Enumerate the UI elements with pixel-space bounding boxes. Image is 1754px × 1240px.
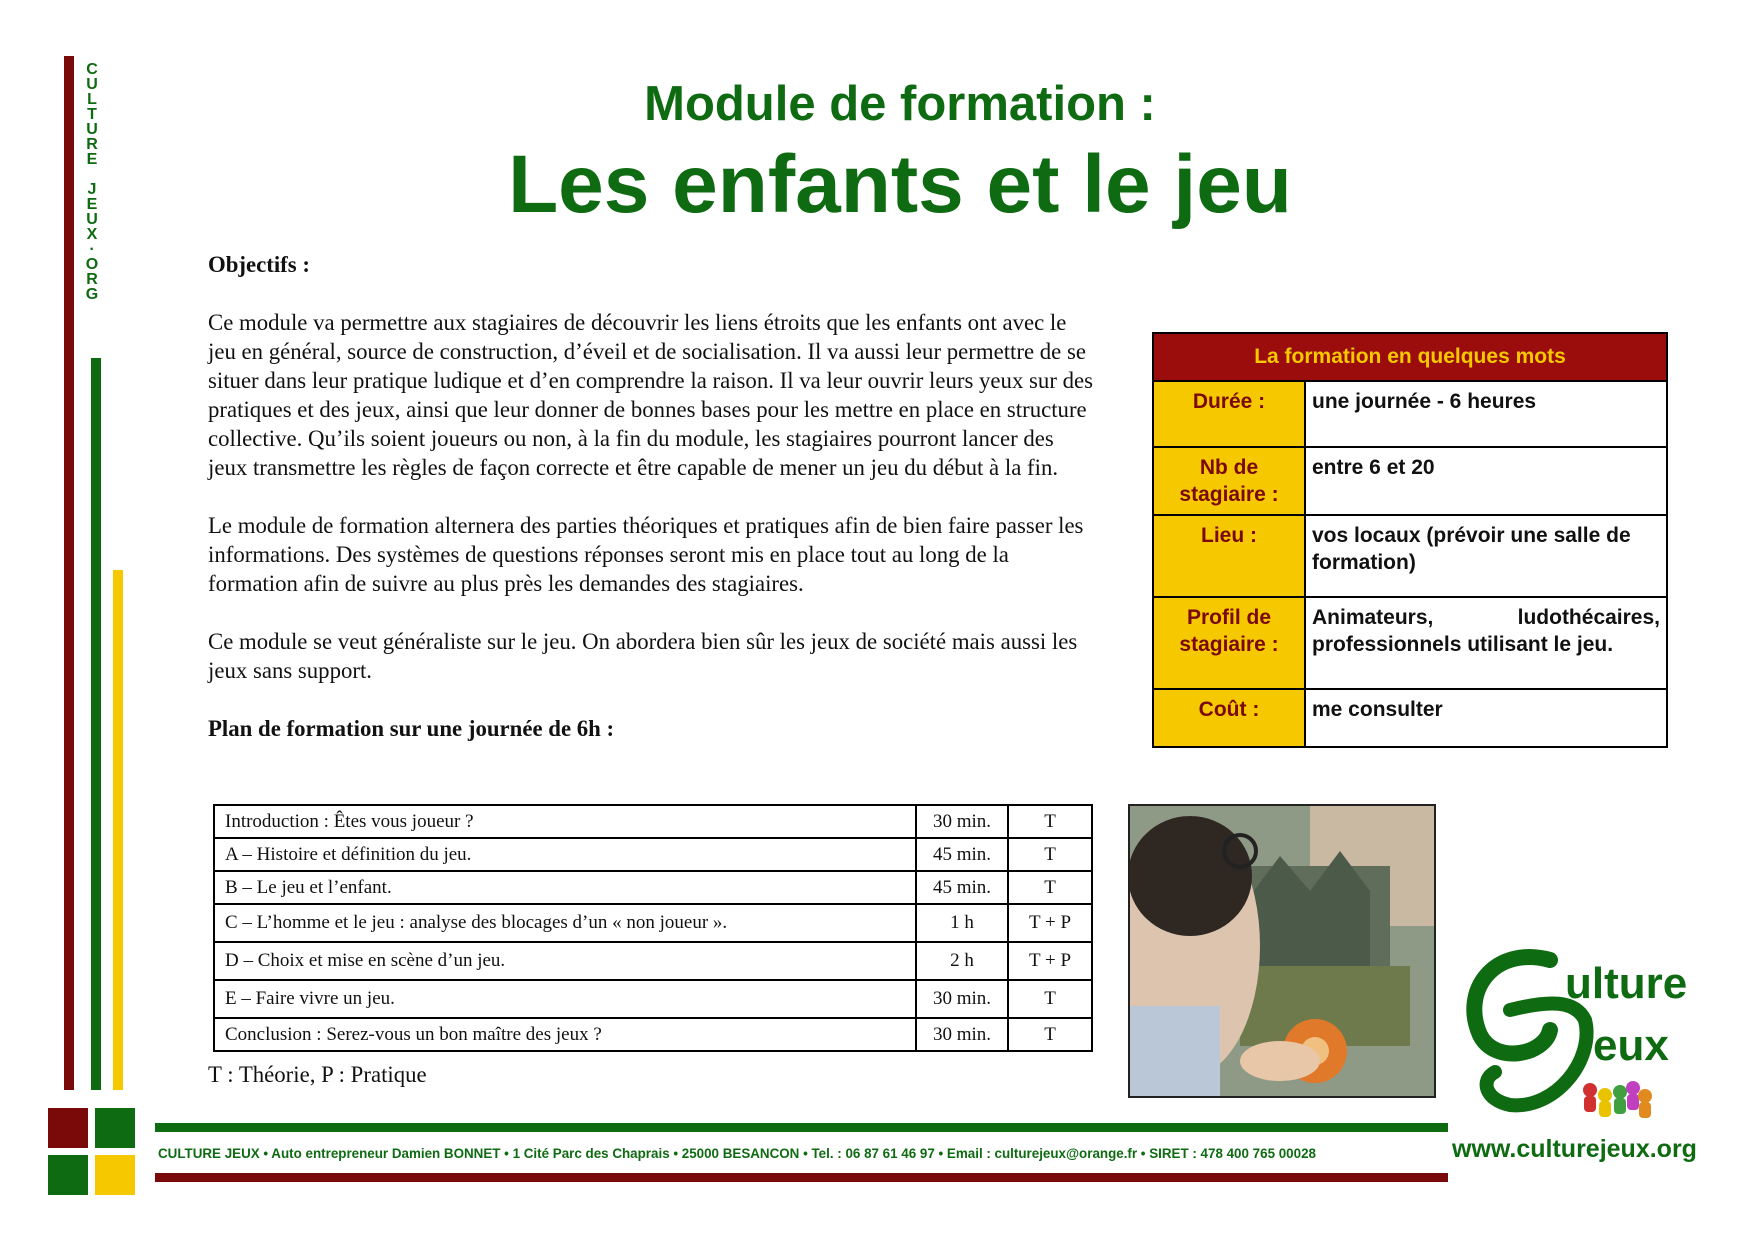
plan-table xyxy=(213,804,1093,1052)
summary-value: me consulter xyxy=(1305,689,1667,747)
footer-divider-red xyxy=(155,1173,1448,1182)
objectives-heading: Objectifs : xyxy=(208,252,310,277)
summary-row xyxy=(1153,689,1667,747)
side-letter: G xyxy=(85,286,99,303)
plan-item-type: T xyxy=(1008,980,1092,1018)
side-letter: R xyxy=(86,271,98,288)
plan-item-label: C – L’homme et le jeu : analyse des blocages d’un « non joueur ». xyxy=(214,904,916,942)
plan-item-duration: 45 min. xyxy=(916,838,1008,871)
corner-square-green xyxy=(95,1108,135,1148)
plan-item-label: Introduction : Êtes vous joueur ? xyxy=(214,805,916,838)
culture-jeux-logo xyxy=(1455,940,1725,1140)
photo-illustration xyxy=(1130,806,1434,1096)
summary-table xyxy=(1152,332,1668,748)
side-letter: C xyxy=(86,61,98,78)
summary-header-row xyxy=(1153,333,1667,381)
table-row xyxy=(214,904,1092,942)
plan-item-type: T xyxy=(1008,838,1092,871)
logo-text-line1: ulture xyxy=(1565,959,1688,1008)
table-row xyxy=(214,980,1092,1018)
plan-item-type: T xyxy=(1008,1018,1092,1051)
photo-child-playing xyxy=(1128,804,1436,1098)
side-letter: J xyxy=(87,181,97,198)
game-pawns-icon xyxy=(1583,1081,1652,1118)
logo-graphic xyxy=(1455,940,1725,1140)
table-row xyxy=(214,871,1092,904)
side-letter: T xyxy=(87,106,97,123)
plan-item-duration: 45 min. xyxy=(916,871,1008,904)
side-letter: X xyxy=(86,226,98,243)
side-letter xyxy=(80,167,104,182)
plan-heading: Plan de formation sur une journée de 6h : xyxy=(208,716,615,741)
website-link[interactable]: www.culturejeux.org xyxy=(1452,1135,1697,1163)
vertical-brand-text xyxy=(80,62,104,302)
corner-square-yellow xyxy=(95,1155,135,1195)
plan-item-type: T xyxy=(1008,871,1092,904)
summary-value: vos locaux (prévoir une salle de formation) xyxy=(1305,515,1667,597)
plan-item-duration: 30 min. xyxy=(916,980,1008,1018)
plan-item-label: Conclusion : Serez-vous un bon maître des jeux ? xyxy=(214,1018,916,1051)
table-row xyxy=(214,1018,1092,1051)
plan-item-type: T + P xyxy=(1008,942,1092,980)
paragraph: Le module de formation alternera des parties théoriques et pratiques afin de bien faire passer les informations. Des systèmes de questions réponses seront mis en place tout au long de la formation afin de suivre au plus près les demandes des stagiaires. xyxy=(208,513,1084,596)
summary-row xyxy=(1153,515,1667,597)
summary-key: Coût : xyxy=(1153,689,1305,747)
plan-item-label: A – Histoire et définition du jeu. xyxy=(214,838,916,871)
summary-value: entre 6 et 20 xyxy=(1305,447,1667,515)
table-row xyxy=(214,805,1092,838)
summary-row xyxy=(1153,447,1667,515)
plan-item-label: E – Faire vivre un jeu. xyxy=(214,980,916,1018)
summary-row xyxy=(1153,597,1667,689)
table-row xyxy=(214,838,1092,871)
plan-item-duration: 2 h xyxy=(916,942,1008,980)
summary-header: La formation en quelques mots xyxy=(1153,333,1667,381)
plan-item-label: D – Choix et mise en scène d’un jeu. xyxy=(214,942,916,980)
side-letter: U xyxy=(86,76,98,93)
page-subtitle: Module de formation : xyxy=(644,77,1156,131)
plan-item-type: T xyxy=(1008,805,1092,838)
plan-item-label: B – Le jeu et l’enfant. xyxy=(214,871,916,904)
side-letter: R xyxy=(86,136,98,153)
corner-square-red xyxy=(48,1108,88,1148)
summary-value: une journée - 6 heures xyxy=(1305,381,1667,447)
vertical-bar-green xyxy=(91,358,101,1090)
side-letter: U xyxy=(86,211,98,228)
summary-key: Profil de stagiaire : xyxy=(1153,597,1305,689)
summary-row xyxy=(1153,381,1667,447)
side-letter: U xyxy=(86,121,98,138)
plan-legend: T : Théorie, P : Pratique xyxy=(208,1062,427,1087)
plan-item-type: T + P xyxy=(1008,904,1092,942)
page-title: Les enfants et le jeu xyxy=(508,139,1292,230)
side-letter: · xyxy=(89,241,95,258)
footer-divider-green xyxy=(155,1123,1448,1132)
objectives-section xyxy=(208,250,1098,743)
plan-item-duration: 1 h xyxy=(916,904,1008,942)
logo-text-line2: eux xyxy=(1593,1021,1669,1070)
side-letter: E xyxy=(86,196,98,213)
summary-key: Durée : xyxy=(1153,381,1305,447)
side-letter: O xyxy=(85,256,99,273)
summary-key: Nb de stagiaire : xyxy=(1153,447,1305,515)
plan-item-duration: 30 min. xyxy=(916,1018,1008,1051)
plan-item-duration: 30 min. xyxy=(916,805,1008,838)
vertical-bar-yellow xyxy=(113,570,123,1090)
summary-value: Animateurs, ludothécaires, professionnels utilisant le jeu. xyxy=(1305,597,1667,689)
table-row xyxy=(214,942,1092,980)
paragraph: Ce module va permettre aux stagiaires de découvrir les liens étroits que les enfants ont avec le jeu en général, source de construction, d’éveil et de socialisation. Il va aussi leur permettre de se situer dans leur pratique ludique et d’en comprendre la raison. Il va leur ouvrir leurs yeux sur des pratiques et des jeux, ainsi que leur donner de bonnes bases pour les mettre en place en structure collective. Qu’ils soient joueurs ou non, à la fin du module, les stagiaires pourront lancer des jeux transmettre les règles de façon correcte et être capable de mener un jeu du début à la fin. xyxy=(208,310,1093,480)
side-letter: E xyxy=(86,151,98,168)
side-letter: L xyxy=(87,91,97,108)
paragraph: Ce module se veut généraliste sur le jeu. On abordera bien sûr les jeux de société mais aussi les jeux sans support. xyxy=(208,629,1078,683)
footer-contact-info: CULTURE JEUX • Auto entrepreneur Damien BONNET • 1 Cité Parc des Chaprais • 25000 BESANCON • Tel. : 06 87 61 46 97 • Email : culturejeux@orange.fr • SIRET : 478 400 765 00028 xyxy=(158,1146,1316,1161)
vertical-bar-red xyxy=(64,56,74,1090)
corner-square-green xyxy=(48,1155,88,1195)
summary-key: Lieu : xyxy=(1153,515,1305,597)
